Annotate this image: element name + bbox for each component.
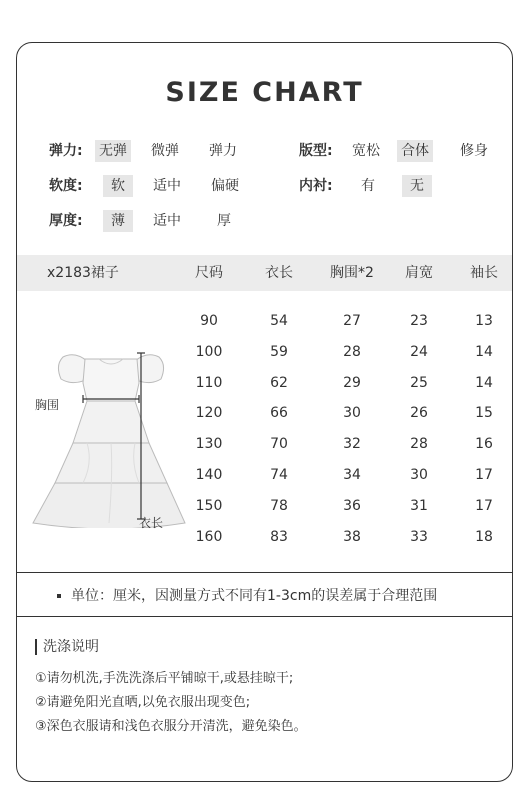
softness-label: 软度: (49, 178, 83, 194)
cell-sleeve: 13 (475, 313, 493, 329)
bullet-icon (57, 594, 61, 598)
thickness-option-thick: 厚 (217, 213, 231, 229)
cell-chest: 30 (343, 405, 361, 422)
wash-item: ③深色衣服请和浅色衣服分开清洗，避免染色。 (35, 719, 307, 734)
cell-length: 78 (270, 497, 288, 514)
length-label: 衣长 (139, 516, 164, 530)
elasticity-option-none: 无弹 (95, 140, 131, 162)
cell-shoulder: 31 (410, 497, 428, 514)
fit-label: 版型: (299, 143, 333, 159)
cell-sleeve: 17 (475, 467, 493, 483)
cell-shoulder: 30 (410, 467, 428, 483)
cell-length: 62 (270, 374, 288, 391)
unit-note-text: 单位：厘米，因测量方式不同有1-3cm的误差属于合理范围 (71, 588, 438, 604)
wash-title: 洗涤说明 (35, 639, 99, 655)
cell-sleeve: 14 (475, 343, 493, 360)
cell-size: 150 (195, 497, 223, 514)
cell-chest: 34 (343, 467, 361, 483)
page-title: SIZE CHART (165, 77, 364, 108)
cell-chest: 38 (343, 528, 361, 545)
softness-option-hard: 偏硬 (211, 178, 239, 194)
cell-chest: 28 (343, 343, 361, 360)
header-chest: 胸围*2 (330, 265, 374, 281)
thickness-option-medium: 适中 (153, 213, 181, 229)
cell-size: 110 (195, 374, 223, 391)
wash-item: ①请勿机洗,手洗洗涤后平铺晾干,或悬挂晾干; (35, 671, 294, 686)
wash-item: ②请避免阳光直晒,以免衣服出现变色; (35, 695, 251, 710)
cell-length: 83 (270, 528, 288, 545)
divider-bottom (17, 616, 512, 617)
divider-top (17, 572, 512, 573)
cell-size: 100 (195, 343, 223, 360)
cell-length: 66 (270, 405, 288, 422)
cell-length: 59 (270, 343, 288, 360)
softness-option-medium: 适中 (153, 178, 181, 194)
lining-label: 内衬: (299, 178, 333, 194)
cell-shoulder: 24 (410, 343, 428, 360)
header-size: 尺码 (195, 265, 223, 281)
cell-sleeve: 17 (475, 497, 493, 514)
cell-chest: 27 (343, 313, 361, 329)
cell-size: 130 (195, 436, 223, 453)
header-length: 衣长 (265, 265, 293, 281)
cell-chest: 29 (343, 374, 361, 391)
fit-option-loose: 宽松 (352, 143, 380, 159)
cell-size: 90 (200, 313, 218, 329)
cell-sleeve: 15 (475, 405, 493, 422)
thickness-label: 厚度: (49, 213, 83, 229)
cell-size: 140 (195, 467, 223, 483)
cell-length: 74 (270, 467, 288, 483)
cell-chest: 32 (343, 436, 361, 453)
size-chart-card (16, 42, 513, 782)
thickness-option-thin: 薄 (103, 210, 133, 232)
dress-illustration (27, 343, 187, 528)
cell-shoulder: 33 (410, 528, 428, 545)
elasticity-label: 弹力: (49, 143, 83, 159)
cell-sleeve: 18 (475, 528, 493, 545)
elasticity-option-elastic: 弹力 (209, 143, 237, 159)
cell-shoulder: 26 (410, 405, 428, 422)
header-sleeve: 袖长 (470, 265, 498, 281)
unit-note (57, 585, 437, 605)
table-header (17, 255, 512, 291)
cell-shoulder: 23 (410, 313, 428, 329)
fit-option-slim: 修身 (460, 143, 488, 159)
cell-size: 160 (195, 528, 223, 545)
chest-label: 胸围 (35, 398, 60, 412)
cell-sleeve: 14 (475, 374, 493, 391)
cell-length: 54 (270, 313, 288, 329)
cell-shoulder: 25 (410, 374, 428, 391)
header-product: x2183裙子 (47, 265, 119, 281)
cell-sleeve: 16 (475, 436, 493, 453)
fit-option-regular: 合体 (397, 140, 433, 162)
header-shoulder: 肩宽 (405, 265, 433, 281)
cell-length: 70 (270, 436, 288, 453)
elasticity-option-slight: 微弹 (151, 143, 179, 159)
cell-size: 120 (195, 405, 223, 422)
cell-chest: 36 (343, 497, 361, 514)
lining-option-no: 无 (402, 175, 432, 197)
lining-option-yes: 有 (361, 178, 375, 194)
cell-shoulder: 28 (410, 436, 428, 453)
softness-option-soft: 软 (103, 175, 133, 197)
